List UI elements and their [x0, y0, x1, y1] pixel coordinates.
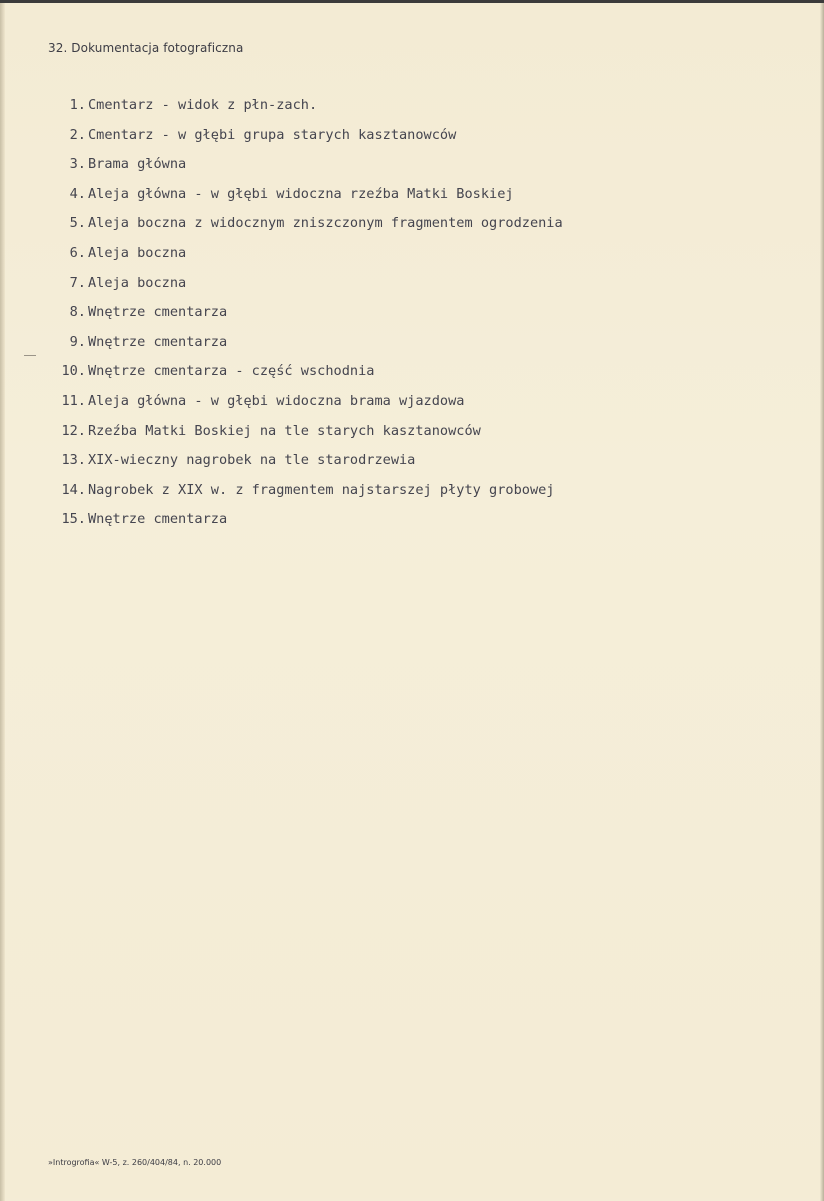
list-item — [44, 476, 563, 506]
list-item — [44, 91, 563, 121]
item-text: Cmentarz - w głębi grupa starych kasztanowców — [88, 126, 457, 143]
item-number: 12. — [61, 422, 86, 439]
list-item — [44, 150, 563, 180]
photo-list — [44, 91, 563, 535]
item-text: Wnętrze cmentarza — [88, 333, 228, 350]
item-text: Wnętrze cmentarza — [88, 304, 228, 321]
list-item — [44, 121, 563, 151]
page-right-edge — [820, 3, 824, 1201]
list-item — [44, 446, 563, 476]
list-item — [44, 209, 563, 239]
item-text: Nagrobek z XIX w. z fragmentem najstarszej płyty grobowej — [88, 481, 555, 498]
item-number: 13. — [61, 452, 86, 469]
printer-imprint: »Introgrofia« W-5, z. 260/404/84, n. 20.000 — [48, 1158, 222, 1167]
item-number: 10. — [61, 363, 86, 380]
item-number: 4. — [69, 185, 86, 202]
item-text: Aleja boczna — [88, 244, 187, 261]
item-text: Aleja główna - w głębi widoczna rzeźba Matki Boskiej — [88, 185, 514, 202]
page-left-edge — [0, 3, 5, 1201]
item-number: 9. — [69, 333, 86, 350]
item-number: 2. — [69, 126, 86, 143]
list-item — [44, 298, 563, 328]
item-text: Aleja boczna z widocznym zniszczonym fragmentem ogrodzenia — [88, 215, 563, 232]
item-number: 5. — [69, 215, 86, 232]
list-item — [44, 180, 563, 210]
item-text: Aleja boczna — [88, 274, 187, 291]
list-item — [44, 357, 563, 387]
list-item — [44, 328, 563, 358]
list-item — [44, 505, 563, 535]
margin-mark — [24, 355, 36, 356]
item-text: XIX-wieczny nagrobek na tle starodrzewia — [88, 452, 416, 469]
item-text: Cmentarz - widok z płn-zach. — [88, 97, 318, 113]
item-number: 15. — [61, 511, 86, 528]
list-item — [44, 387, 563, 417]
list-item — [44, 239, 563, 269]
item-text: Brama główna — [88, 156, 187, 173]
list-item — [44, 269, 563, 299]
item-text: Wnętrze cmentarza - część wschodnia — [88, 363, 375, 380]
item-text: Rzeźba Matki Boskiej na tle starych kasztanowców — [88, 422, 481, 439]
item-number: 3. — [69, 156, 86, 173]
item-number: 11. — [61, 392, 86, 409]
section-title: 32. Dokumentacja fotograficzna — [48, 41, 244, 55]
item-number: 8. — [69, 304, 86, 321]
item-text: Wnętrze cmentarza — [88, 511, 228, 528]
item-text: Aleja główna - w głębi widoczna brama wjazdowa — [88, 392, 465, 409]
list-item — [44, 417, 563, 447]
item-number: 14. — [61, 481, 86, 498]
item-number: 6. — [69, 244, 86, 261]
item-number: 1. — [69, 97, 86, 113]
item-number: 7. — [69, 274, 86, 291]
